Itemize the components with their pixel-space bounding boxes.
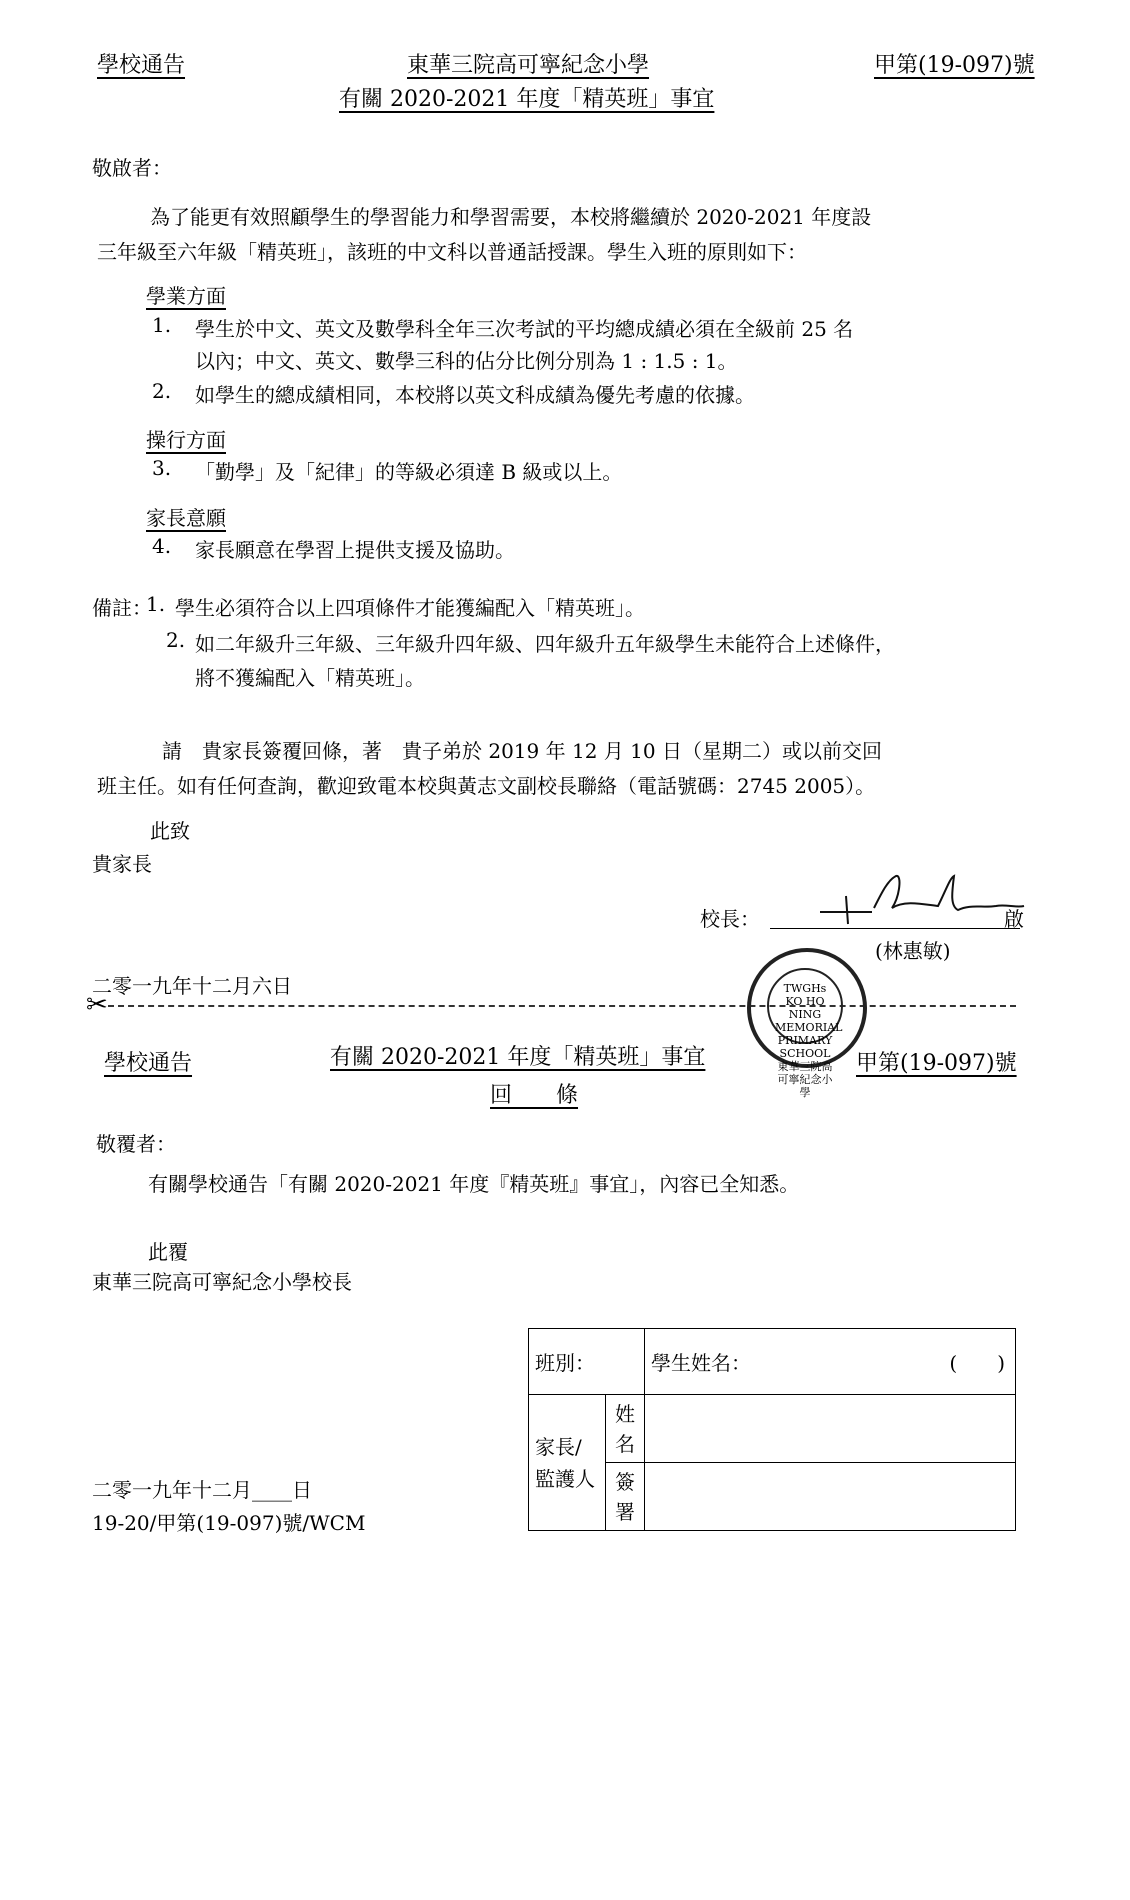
remarks-label: 備註： <box>92 596 152 620</box>
criterion-number: 2. <box>152 379 172 403</box>
signature-label: 簽 署 <box>606 1463 645 1531</box>
reply-subject: 有關 2020-2021 年度「精英班」事宜 <box>330 1045 706 1070</box>
class-label: 班別： <box>535 1351 595 1375</box>
document-code: 19-20/甲第(19-097)號/WCM <box>92 1511 366 1535</box>
criterion-text: 「勤學」及「紀律」的等級必須達 B 級或以上。 <box>195 460 623 484</box>
section-heading-parent: 家長意願 <box>146 506 226 530</box>
parent-name-field[interactable] <box>645 1395 1016 1463</box>
reply-form-table <box>528 1328 1016 1531</box>
scissors-icon: ✂ <box>86 990 108 1020</box>
section-heading-academic: 學業方面 <box>146 284 226 308</box>
remark-number: 2. <box>166 628 186 652</box>
reply-reference-number: 甲第(19-097)號 <box>856 1051 1017 1076</box>
notice-subject: 有關 2020-2021 年度「精英班」事宜 <box>339 87 715 112</box>
name-label: 姓 名 <box>606 1395 645 1463</box>
criterion-number: 3. <box>152 456 172 480</box>
section-heading-conduct: 操行方面 <box>146 428 226 452</box>
reply-notice-label: 學校通告 <box>104 1051 193 1076</box>
reply-body: 有關學校通告「有關 2020-2021 年度『精英班』事宜」，內容已全知悉。 <box>148 1172 800 1196</box>
parent-signature-field[interactable] <box>645 1463 1016 1531</box>
remark-text: 學生必須符合以上四項條件才能獲編配入「精英班」。 <box>175 596 645 620</box>
seal-text: TWGHs KO HO NING MEMORIAL PRIMARY SCHOOL 東華三院高可寧紀念小學 <box>775 982 843 1099</box>
principal-name: (林惠敏) <box>875 939 951 963</box>
request-line-1: 請 貴家長簽覆回條，著 貴子弟於 2019 年 12 月 10 日（星期二）或以前交回 <box>162 739 882 763</box>
request-line-2: 班主任。如有任何查詢，歡迎致電本校與黃志文副校長聯絡（電話號碼：2745 2005）。 <box>97 774 876 798</box>
reply-addressee: 東華三院高可寧紀念小學校長 <box>92 1270 352 1294</box>
addressee: 貴家長 <box>92 852 152 876</box>
criterion-text-cont: 以內；中文、英文、數學三科的佔分比例分別為 1 : 1.5 : 1。 <box>195 349 738 373</box>
intro-line-2: 三年級至六年級「精英班」，該班的中文科以普通話授課。學生入班的原則如下： <box>97 240 807 264</box>
reply-salutation: 敬覆者： <box>96 1132 176 1156</box>
notice-label: 學校通告 <box>97 53 186 78</box>
student-name-label: 學生姓名： <box>651 1351 751 1375</box>
reply-slip-title: 回 條 <box>490 1083 579 1108</box>
salutation: 敬啟者： <box>92 156 172 180</box>
criterion-number: 1. <box>152 313 172 337</box>
cut-line <box>108 1005 1016 1007</box>
school-seal <box>747 948 867 1099</box>
school-name: 東華三院高可寧紀念小學 <box>407 53 650 78</box>
principal-signature <box>812 866 1027 928</box>
closing-phrase: 此致 <box>150 819 190 843</box>
intro-line-1: 為了能更有效照顧學生的學習能力和學習需要，本校將繼續於 2020-2021 年度設 <box>150 205 872 229</box>
reply-date: 二零一九年十二月____日 <box>92 1478 312 1502</box>
student-name-cell[interactable] <box>645 1329 1016 1395</box>
criterion-number: 4. <box>152 534 172 558</box>
remark-number: 1. <box>146 592 166 616</box>
remark-text: 如二年級升三年級、三年級升四年級、四年級升五年級學生未能符合上述條件， <box>195 632 895 656</box>
class-cell[interactable] <box>529 1329 645 1395</box>
criterion-text: 學生於中文、英文及數學科全年三次考試的平均總成績必須在全級前 25 名 <box>195 317 854 341</box>
reference-number: 甲第(19-097)號 <box>874 53 1035 78</box>
principal-label: 校長： <box>700 907 760 931</box>
criterion-text: 如學生的總成績相同，本校將以英文科成績為優先考慮的依據。 <box>195 383 755 407</box>
criterion-text: 家長願意在學習上提供支援及協助。 <box>195 538 515 562</box>
letter-date: 二零一九年十二月六日 <box>92 974 292 998</box>
remark-text-cont: 將不獲編配入「精英班」。 <box>195 666 425 690</box>
principal-suffix: 啟 <box>1004 907 1024 931</box>
student-number-brackets: ( ) <box>949 1351 1005 1375</box>
signature-line <box>770 928 1020 929</box>
parent-guardian-label: 家長/ 監護人 <box>529 1395 606 1531</box>
reply-closing: 此覆 <box>148 1240 188 1264</box>
